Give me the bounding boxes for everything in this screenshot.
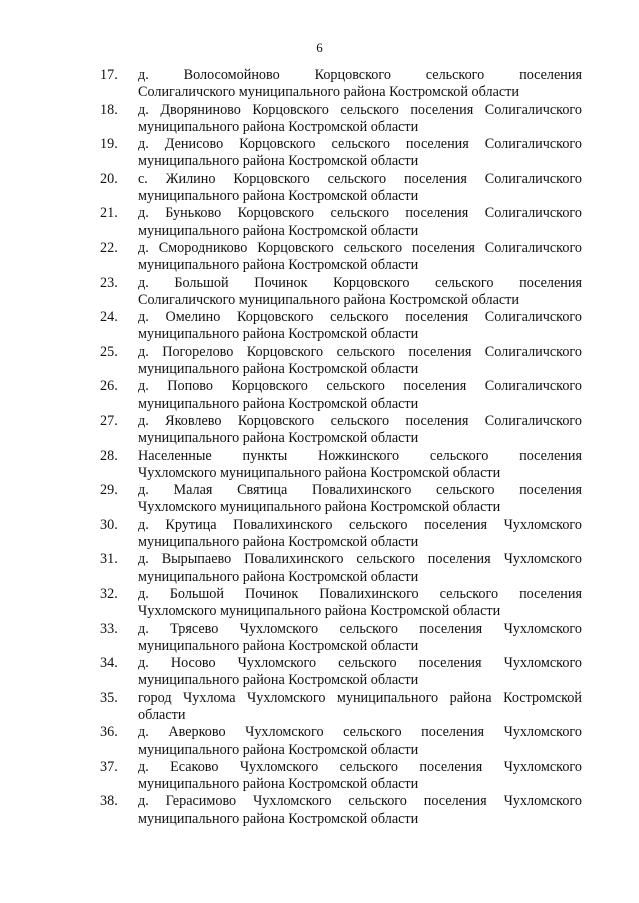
item-text-line: муниципального района Костромской области — [138, 430, 419, 447]
item-text — [138, 102, 582, 137]
item-text-line: с. Жилино Корцовского сельского поселения Солигаличского — [138, 170, 582, 187]
item-number: 32. — [100, 585, 118, 602]
list-item — [100, 690, 582, 725]
item-number: 25. — [100, 343, 118, 360]
item-text-line: д. Носово Чухломского сельского поселения Чухломского — [138, 655, 582, 672]
list-item — [100, 240, 582, 275]
item-text — [138, 724, 582, 759]
item-text — [138, 378, 582, 413]
list-item — [100, 448, 582, 483]
item-text — [138, 621, 582, 656]
item-text-line: муниципального района Костромской области — [138, 534, 419, 551]
item-text — [138, 344, 582, 379]
list-item — [100, 378, 582, 413]
item-text-line: д. Малая Святица Повалихинского сельского поселения — [138, 482, 582, 499]
item-text — [138, 136, 582, 171]
list-item — [100, 621, 582, 656]
item-text-line: муниципального района Костромской области — [138, 395, 419, 412]
item-text — [138, 517, 582, 552]
settlement-list — [100, 67, 582, 828]
item-text-line: муниципального района Костромской области — [138, 153, 419, 170]
item-text-line: Солигаличского муниципального района Костромской области — [138, 84, 519, 101]
item-text-line: муниципального района Костромской области — [138, 672, 419, 689]
item-text-line: д. Погорелово Корцовского сельского поселения Солигаличского — [138, 343, 582, 360]
item-number: 24. — [100, 309, 118, 326]
item-text-line: муниципального района Костромской области — [138, 361, 419, 378]
list-item — [100, 655, 582, 690]
list-item — [100, 551, 582, 586]
item-text-line: Солигаличского муниципального района Костромской области — [138, 291, 519, 308]
item-text — [138, 413, 582, 448]
list-item — [100, 724, 582, 759]
item-text — [138, 793, 582, 828]
item-text-line: д. Омелино Корцовского сельского поселения Солигаличского — [138, 309, 582, 326]
item-number: 28. — [100, 447, 118, 464]
item-text-line: д. Большой Починок Корцовского сельского поселения — [138, 274, 582, 291]
item-text-line: Населенные пункты Ножкинского сельского поселения — [138, 447, 582, 464]
item-text-line: Чухломского муниципального района Костромской области — [138, 603, 501, 620]
item-text — [138, 309, 582, 344]
item-text-line: муниципального района Костромской области — [138, 810, 419, 827]
item-text — [138, 448, 582, 483]
item-text-line: Чухломского муниципального района Костромской области — [138, 499, 501, 516]
item-text — [138, 586, 582, 621]
item-text — [138, 655, 582, 690]
item-text — [138, 205, 582, 240]
item-text-line: муниципального района Костромской области — [138, 637, 419, 654]
list-item — [100, 793, 582, 828]
list-item — [100, 413, 582, 448]
item-text-line: д. Буньково Корцовского сельского поселения Солигаличского — [138, 205, 582, 222]
list-item — [100, 67, 582, 102]
item-text-line: муниципального района Костромской области — [138, 776, 419, 793]
item-text-line: муниципального района Костромской области — [138, 568, 419, 585]
item-text-line: д. Большой Починок Повалихинского сельского поселения — [138, 585, 582, 602]
item-text — [138, 759, 582, 794]
list-item — [100, 344, 582, 379]
item-text-line: город Чухлома Чухломского муниципального района Костромской — [138, 689, 582, 706]
item-text-line: области — [138, 706, 186, 723]
item-number: 36. — [100, 724, 118, 741]
list-item — [100, 102, 582, 137]
item-text — [138, 482, 582, 517]
item-number: 26. — [100, 378, 118, 395]
list-item — [100, 136, 582, 171]
item-number: 29. — [100, 482, 118, 499]
item-text-line: д. Трясево Чухломского сельского поселения Чухломского — [138, 620, 582, 637]
list-item — [100, 309, 582, 344]
list-item — [100, 482, 582, 517]
item-text-line: д. Аверково Чухломского сельского поселения Чухломского — [138, 724, 582, 741]
item-text — [138, 240, 582, 275]
item-number: 22. — [100, 239, 118, 256]
item-text-line: д. Дворяниново Корцовского сельского поселения Солигаличского — [138, 101, 582, 118]
list-item — [100, 171, 582, 206]
page-number: 6 — [316, 40, 323, 55]
item-text-line: д. Герасимово Чухломского сельского поселения Чухломского — [138, 793, 582, 810]
item-text — [138, 275, 582, 310]
item-number: 31. — [100, 551, 118, 568]
item-number: 17. — [100, 67, 118, 83]
item-text — [138, 551, 582, 586]
item-number: 34. — [100, 655, 118, 672]
item-text — [138, 67, 582, 102]
list-item — [100, 586, 582, 621]
item-text-line: д. Денисово Корцовского сельского поселения Солигаличского — [138, 136, 582, 153]
item-number: 33. — [100, 620, 118, 637]
item-text-line: д. Яковлево Корцовского сельского поселения Солигаличского — [138, 412, 582, 429]
item-text-line: муниципального района Костромской области — [138, 257, 419, 274]
item-text-line: муниципального района Костромской области — [138, 741, 419, 758]
item-number: 27. — [100, 412, 118, 429]
item-text-line: муниципального района Костромской области — [138, 222, 419, 239]
item-text-line: муниципального района Костромской области — [138, 326, 419, 343]
item-number: 35. — [100, 689, 118, 706]
item-text-line: д. Волосомойново Корцовского сельского поселения — [138, 67, 582, 83]
list-item — [100, 759, 582, 794]
item-number: 37. — [100, 758, 118, 775]
item-number: 38. — [100, 793, 118, 810]
item-text — [138, 690, 582, 725]
list-item — [100, 517, 582, 552]
item-text — [138, 171, 582, 206]
item-text-line: д. Крутица Повалихинского сельского поселения Чухломского — [138, 516, 582, 533]
list-item — [100, 275, 582, 310]
item-number: 21. — [100, 205, 118, 222]
item-text-line: д. Смородниково Корцовского сельского поселения Солигаличского — [138, 239, 582, 256]
item-text-line: д. Попово Корцовского сельского поселения Солигаличского — [138, 378, 582, 395]
item-number: 23. — [100, 274, 118, 291]
item-number: 19. — [100, 136, 118, 153]
item-number: 18. — [100, 101, 118, 118]
item-text-line: д. Вырыпаево Повалихинского сельского поселения Чухломского — [138, 551, 582, 568]
item-number: 20. — [100, 170, 118, 187]
item-text-line: д. Есаково Чухломского сельского поселения Чухломского — [138, 758, 582, 775]
list-item — [100, 205, 582, 240]
item-text-line: муниципального района Костромской области — [138, 188, 419, 205]
item-text-line: муниципального района Костромской области — [138, 118, 419, 135]
item-number: 30. — [100, 516, 118, 533]
item-text-line: Чухломского муниципального района Костромской области — [138, 464, 501, 481]
